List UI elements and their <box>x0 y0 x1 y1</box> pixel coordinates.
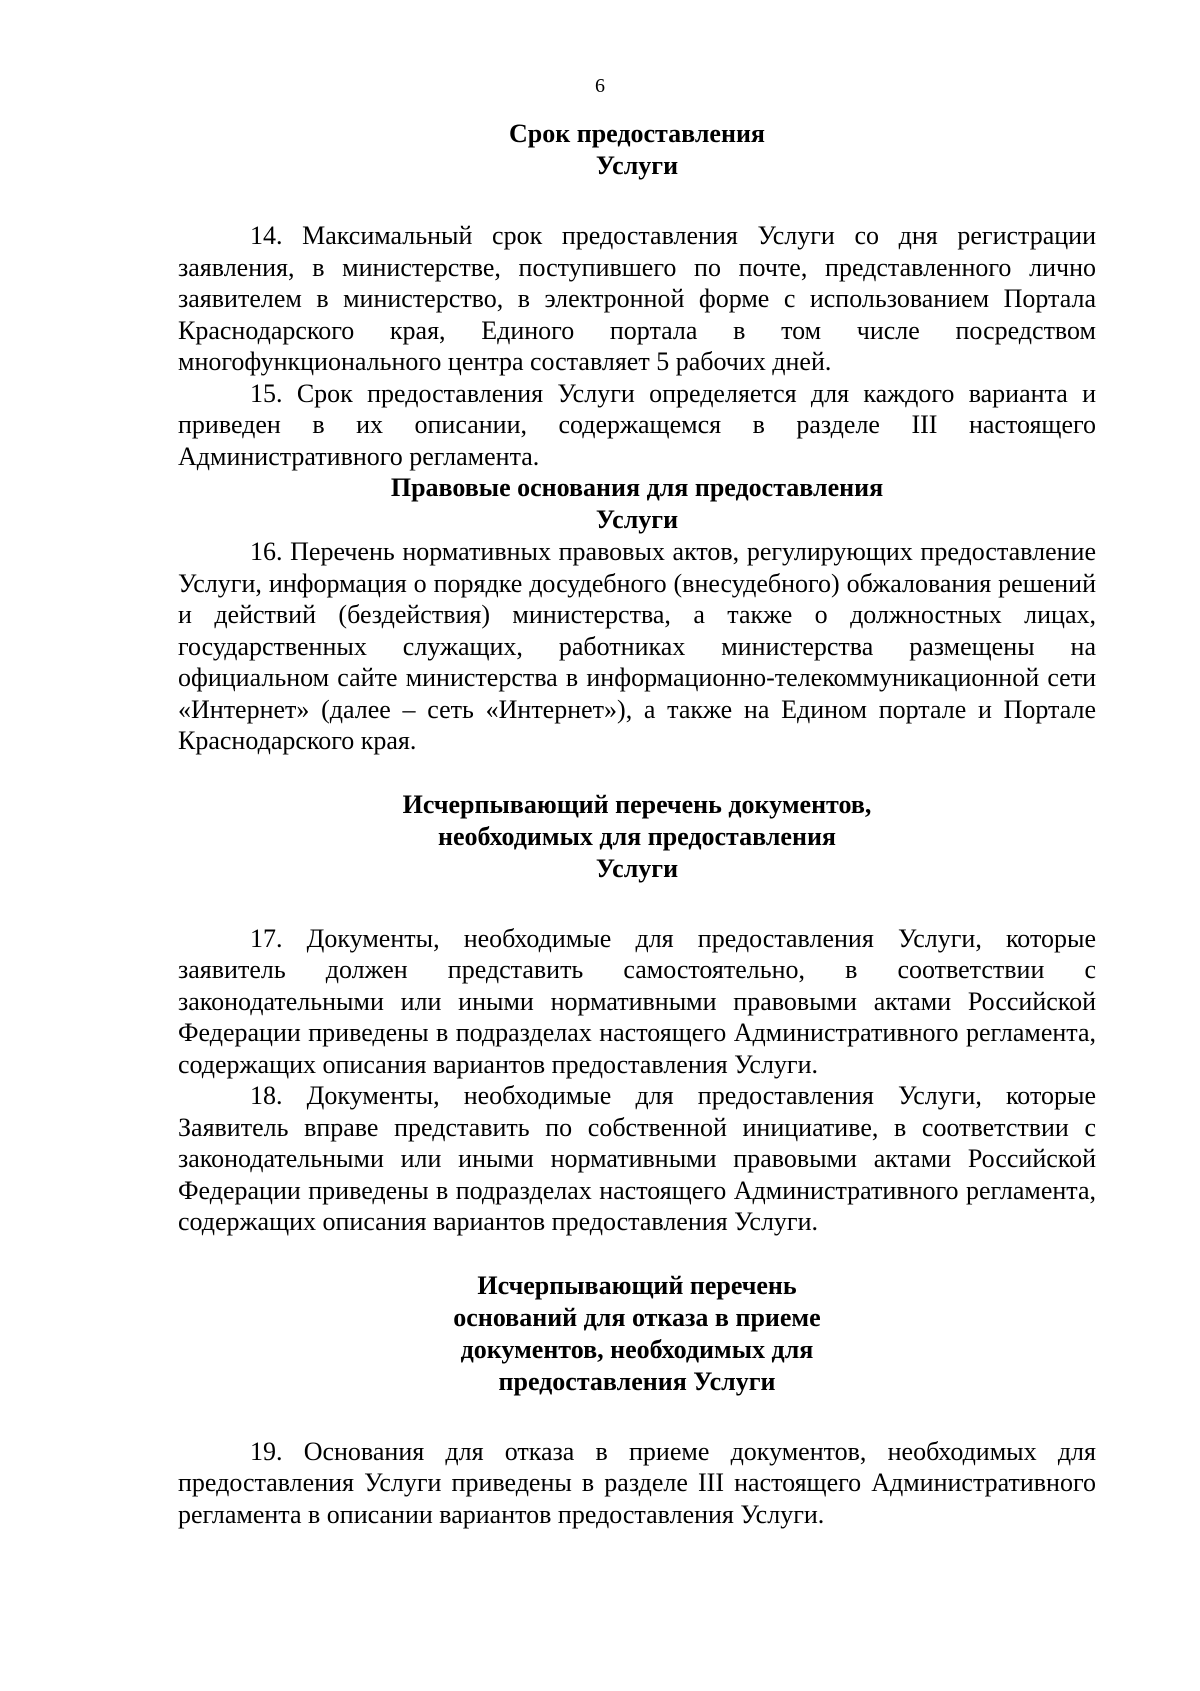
paragraph-19: 19. Основания для отказа в приеме документов, необходимых для предоставления Услуги приведены в разделе III настоящего Административного регламента в описании вариантов предоставления Услуги. <box>178 1436 1096 1529</box>
section-heading-documents-list <box>178 789 1096 885</box>
paragraph-14: 14. Максимальный срок предоставления Услуги со дня регистрации заявления, в министерстве, поступившего по почте, представленного лично заявителем в министерство, в электронной форме с использованием Портала Краснодарского края, Единого портала в том числе посредством многофункционального центра составляет 5 рабочих дней. <box>178 221 1096 376</box>
spacer <box>178 885 1096 923</box>
spacer <box>178 757 1096 789</box>
page-number: 6 <box>595 75 605 97</box>
paragraph-15: 15. Срок предоставления Услуги определяется для каждого варианта и приведен в их описании, содержащемся в разделе III настоящего Административного регламента. <box>178 378 1096 471</box>
spacer <box>178 1238 1096 1270</box>
heading-line: необходимых для предоставления <box>437 821 836 851</box>
heading-line: Услуги <box>595 151 679 180</box>
heading-line: Срок предоставления <box>509 119 765 148</box>
paragraph-17: 17. Документы, необходимые для предоставления Услуги, которые заявитель должен представить самостоятельно, в соответствии с законодательными или иными нормативными правовыми актами Российской Федерации приведены в подразделах настоящего Административного регламента, содержащих описания вариантов предоставления Услуги. <box>178 923 1096 1079</box>
heading-line: Услуги <box>595 505 679 534</box>
section-heading-legal-grounds <box>178 472 1096 536</box>
heading-line: предоставления Услуги <box>498 1366 776 1396</box>
section-heading-term <box>178 118 1096 182</box>
heading-line: документов, необходимых для <box>460 1334 814 1364</box>
heading-line: Исчерпывающий перечень документов, <box>402 789 872 819</box>
paragraph-16: 16. Перечень нормативных правовых актов, регулирующих предоставление Услуги, информация о порядке досудебного (внесудебного) обжалования решений и действий (бездействия) министерства, а также о должностных лицах, государственных служащих, работниках министерства размещены на официальном сайте министерства в информационно-телекоммуникационной сети «Интернет» (далее – сеть «Интернет»), а также на Едином портале и Портале Краснодарского края. <box>178 537 1096 755</box>
heading-line: Исчерпывающий перечень <box>477 1270 797 1300</box>
heading-line: Правовые основания для предоставления <box>390 473 884 502</box>
paragraph-18: 18. Документы, необходимые для предоставления Услуги, которые Заявитель вправе представить по собственной инициативе, в соответствии с законодательными или иными нормативными правовыми актами Российской Федерации приведены в подразделах настоящего Административного регламента, содержащих описания вариантов предоставления Услуги. <box>178 1081 1096 1236</box>
spacer <box>178 1398 1096 1436</box>
heading-line: оснований для отказа в приеме <box>453 1302 821 1332</box>
spacer <box>178 182 1096 220</box>
document-body <box>178 118 1096 1530</box>
section-heading-refusal-grounds <box>178 1270 1096 1398</box>
heading-line: Услуги <box>595 853 679 883</box>
